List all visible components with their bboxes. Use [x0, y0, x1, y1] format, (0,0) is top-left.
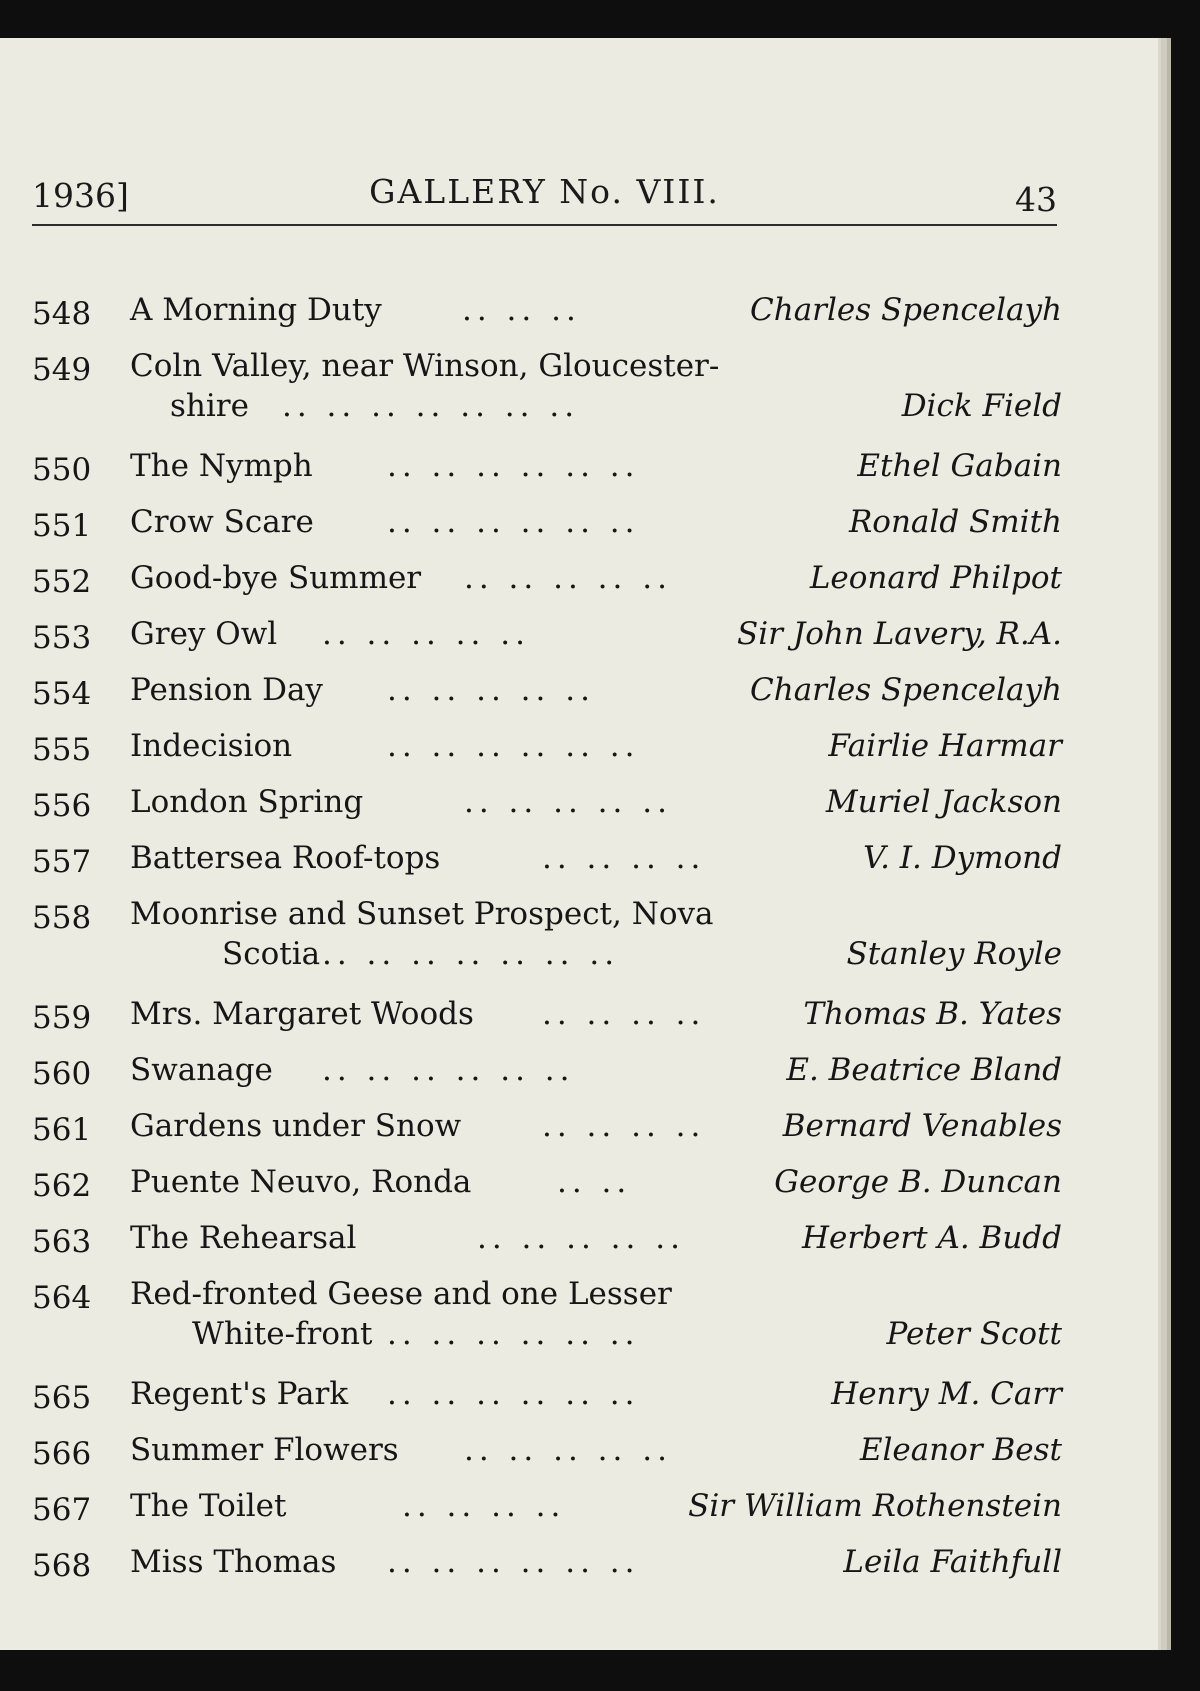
catalogue-entry	[32, 1426, 1062, 1482]
entry-artist: Eleanor Best	[859, 1432, 1062, 1468]
entry-number: 564	[32, 1280, 92, 1316]
entry-title: Grey Owl	[130, 616, 278, 652]
dot-leaders: .. .. .. ..	[542, 996, 706, 1032]
entry-title: Crow Scare	[130, 504, 314, 540]
entry-number: 550	[32, 452, 92, 488]
entry-artist: Ethel Gabain	[857, 448, 1062, 484]
catalogue-entry	[32, 722, 1062, 778]
catalogue-page	[0, 38, 1161, 1650]
catalogue-entry	[32, 610, 1062, 666]
catalogue-entry	[32, 498, 1062, 554]
entry-number: 555	[32, 732, 92, 768]
catalogue-entry	[32, 342, 1062, 442]
catalogue-entry	[32, 778, 1062, 834]
entry-artist: Leonard Philpot	[809, 560, 1062, 596]
entry-number: 559	[32, 1000, 92, 1036]
entry-number: 563	[32, 1224, 92, 1260]
dot-leaders: .. .. .. .. ..	[477, 1220, 685, 1256]
entry-artist: Leila Faithfull	[843, 1544, 1062, 1580]
catalogue-entry	[32, 834, 1062, 890]
entry-number: 562	[32, 1168, 92, 1204]
entry-artist: Dick Field	[901, 388, 1062, 424]
entry-title: Mrs. Margaret Woods	[130, 996, 474, 1032]
entry-title: Swanage	[130, 1052, 273, 1088]
catalogue-entry	[32, 990, 1062, 1046]
entry-number: 568	[32, 1548, 92, 1584]
dot-leaders: .. .. .. .. .. ..	[387, 1544, 640, 1580]
entry-title: The Toilet	[130, 1488, 287, 1524]
entry-artist: Peter Scott	[886, 1316, 1062, 1352]
catalogue-entry	[32, 1370, 1062, 1426]
entry-artist: Fairlie Harmar	[828, 728, 1062, 764]
dot-leaders: .. .. .. .. ..	[464, 560, 672, 596]
entry-number: 566	[32, 1436, 92, 1472]
catalogue-entry	[32, 442, 1062, 498]
entry-artist: E. Beatrice Bland	[786, 1052, 1062, 1088]
entry-number: 561	[32, 1112, 92, 1148]
entry-artist: V. I. Dymond	[863, 840, 1062, 876]
entry-title: Puente Neuvo, Ronda	[130, 1164, 472, 1200]
entry-artist: Herbert A. Budd	[801, 1220, 1062, 1256]
entry-title: Indecision	[130, 728, 293, 764]
dot-leaders: .. .. .. .. .. ..	[387, 504, 640, 540]
entry-title: A Morning Duty	[130, 292, 382, 328]
catalogue-entry	[32, 890, 1062, 990]
dot-leaders: .. .. .. .. .. ..	[387, 1376, 640, 1412]
entry-number: 567	[32, 1492, 92, 1528]
catalogue-entries	[32, 286, 1062, 1594]
dot-leaders: .. .. .. .. ..	[464, 784, 672, 820]
entry-title: Pension Day	[130, 672, 323, 708]
catalogue-entry	[32, 554, 1062, 610]
dot-leaders: .. .. .. .. .. ..	[387, 728, 640, 764]
entry-number: 560	[32, 1056, 92, 1092]
entry-title: Regent's Park	[130, 1376, 349, 1412]
entry-artist: Sir William Rothenstein	[688, 1488, 1062, 1524]
dot-leaders: .. .. .. .. ..	[322, 616, 530, 652]
dot-leaders: .. .. .. ..	[542, 1108, 706, 1144]
dot-leaders: .. .. .. ..	[542, 840, 706, 876]
entry-number: 551	[32, 508, 92, 544]
entry-number: 554	[32, 676, 92, 712]
entry-artist: Ronald Smith	[848, 504, 1062, 540]
entry-number: 553	[32, 620, 92, 656]
entry-artist: Bernard Venables	[782, 1108, 1062, 1144]
catalogue-entry	[32, 1046, 1062, 1102]
dot-leaders: .. .. .. .. ..	[387, 672, 595, 708]
catalogue-entry	[32, 1538, 1062, 1594]
entry-title-continuation: shire	[170, 388, 249, 424]
entry-title: Coln Valley, near Winson, Gloucester-	[130, 348, 720, 384]
entry-artist: George B. Duncan	[774, 1164, 1062, 1200]
entry-number: 556	[32, 788, 92, 824]
dot-leaders: .. .. .. .. .. .. ..	[282, 388, 580, 424]
dot-leaders: .. .. .. ..	[402, 1488, 566, 1524]
entry-artist: Muriel Jackson	[825, 784, 1062, 820]
entry-number: 549	[32, 352, 92, 388]
dot-leaders: .. .. .. .. ..	[464, 1432, 672, 1468]
catalogue-entry	[32, 1214, 1062, 1270]
page-title: GALLERY No. VIII.	[369, 172, 720, 211]
entry-number: 552	[32, 564, 92, 600]
entry-title: Red-fronted Geese and one Lesser	[130, 1276, 672, 1312]
entry-title-continuation: Scotia	[222, 936, 321, 972]
entry-title: London Spring	[130, 784, 364, 820]
running-head	[32, 156, 1057, 226]
entry-number: 557	[32, 844, 92, 880]
catalogue-entry	[32, 666, 1062, 722]
entry-artist: Charles Spencelayh	[750, 292, 1062, 328]
catalogue-entry	[32, 1158, 1062, 1214]
entry-title: Miss Thomas	[130, 1544, 337, 1580]
entry-title: Battersea Roof-tops	[130, 840, 441, 876]
header-year: 1936]	[32, 176, 129, 215]
entry-number: 565	[32, 1380, 92, 1416]
entry-title: Moonrise and Sunset Prospect, Nova	[130, 896, 714, 932]
entry-artist: Sir John Lavery, R.A.	[737, 616, 1062, 652]
entry-number: 558	[32, 900, 92, 936]
entry-number: 548	[32, 296, 92, 332]
entry-artist: Charles Spencelayh	[750, 672, 1062, 708]
dot-leaders: .. .. .. .. .. ..	[387, 1316, 640, 1352]
dot-leaders: .. .. .. .. .. ..	[322, 1052, 575, 1088]
entry-artist: Henry M. Carr	[831, 1376, 1062, 1412]
entry-title: The Nymph	[130, 448, 313, 484]
entry-title: The Rehearsal	[130, 1220, 357, 1256]
entry-title-continuation: White-front	[192, 1316, 373, 1352]
entry-title: Summer Flowers	[130, 1432, 399, 1468]
catalogue-entry	[32, 1102, 1062, 1158]
page-number: 43	[1015, 180, 1057, 219]
dot-leaders: .. .. .. .. .. ..	[387, 448, 640, 484]
entry-artist: Stanley Royle	[846, 936, 1062, 972]
dot-leaders: .. .. .. .. .. .. ..	[322, 936, 620, 972]
entry-artist: Thomas B. Yates	[803, 996, 1062, 1032]
catalogue-entry	[32, 1270, 1062, 1370]
catalogue-entry	[32, 1482, 1062, 1538]
dot-leaders: .. .. ..	[462, 292, 581, 328]
entry-title: Good-bye Summer	[130, 560, 422, 596]
catalogue-entry	[32, 286, 1062, 342]
entry-title: Gardens under Snow	[130, 1108, 462, 1144]
dot-leaders: .. ..	[557, 1164, 632, 1200]
